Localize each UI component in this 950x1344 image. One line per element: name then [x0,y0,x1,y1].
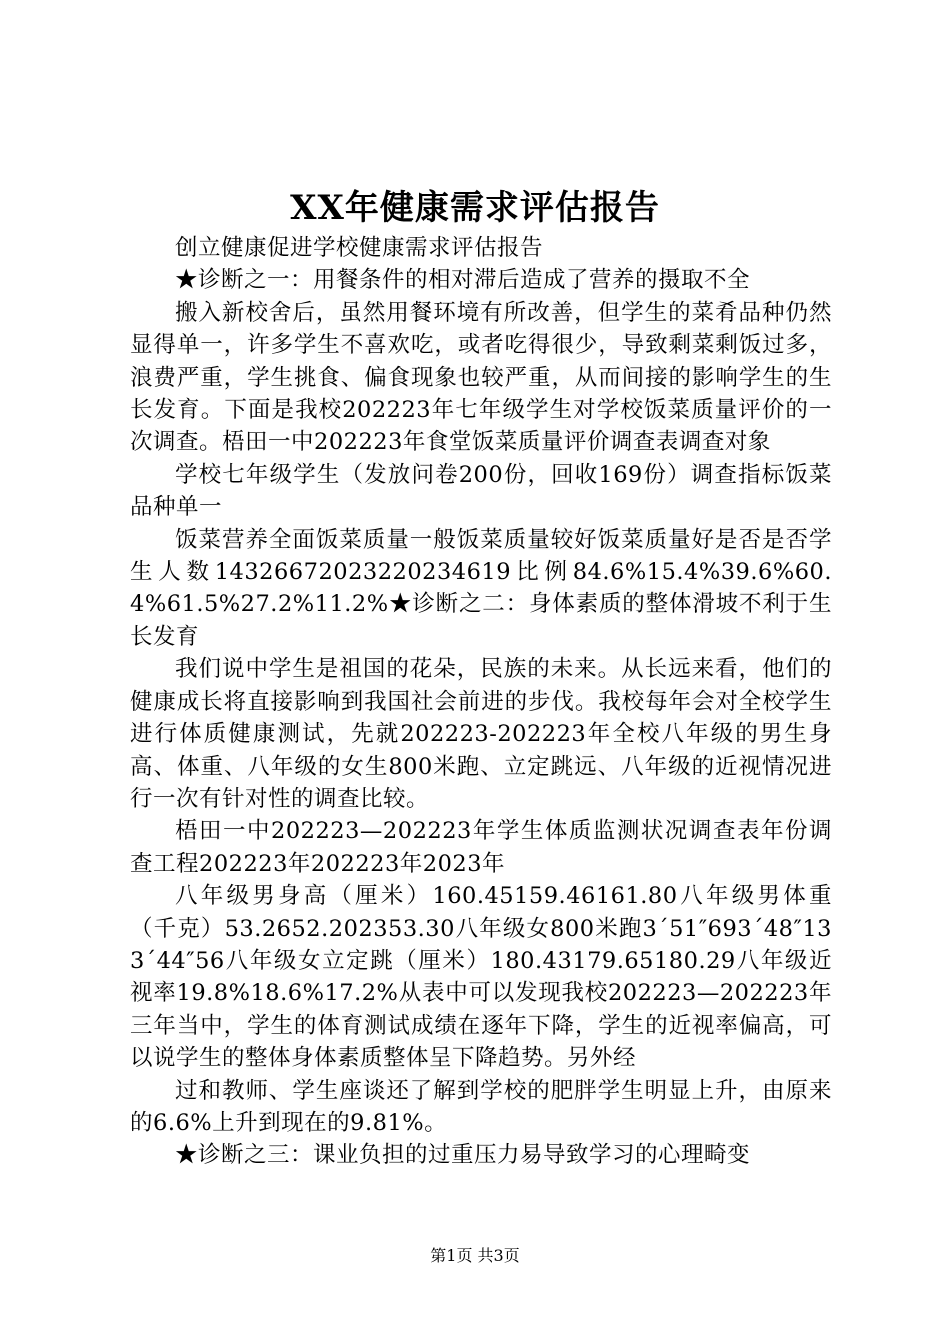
document-title: XX年健康需求评估报告 [290,188,660,228]
paragraph-survey-results: 饭菜营养全面饭菜质量一般饭菜质量较好饭菜质量好是否是否学生人数14326672023220234619比例84.6%15.4%39.6%60.4%61.5%27.2%11.2%★诊断之二：身体素质的整体滑坡不利于生长发育 [130,526,832,650]
paragraph-health-intro: 我们说中学生是祖国的花朵，民族的未来。从长远来看，他们的健康成长将直接影响到我国社会前进的步伐。我校每年会对全校学生进行体质健康测试，先就202223-202223年全校八年级的男生身高、体重、八年级的女生800米跑、立定跳远、八年级的近视情况进行一次有针对性的调查比较。 [130,656,832,812]
page-number: 第1页 共3页 [430,1246,520,1265]
document-body [130,232,832,1172]
paragraph-obesity: 过和教师、学生座谈还了解到学校的肥胖学生明显上升，由原来的6.6%上升到现在的9.81%。 [130,1077,832,1136]
paragraph-fitness-data: 八年级男身高（厘米）160.45159.46161.80八年级男体重（千克）53.2652.202353.30八年级女800米跑3´51″693´48″133´44″56八年级女立定跳（厘米）180.43179.65180.29八年级近视率19.8%18.6%17.2%从表中可以发现我校202223—202223年三年当中，学生的体育测试成绩在逐年下降，学生的近视率偏高，可以说学生的整体身体素质整体呈下降趋势。另外经 [130,883,832,1072]
paragraph-heading: 创立健康促进学校健康需求评估报告 [175,235,544,261]
paragraph-diagnosis-1: ★诊断之一：用餐条件的相对滞后造成了营养的摄取不全 [175,267,751,294]
paragraph-survey-target: 学校七年级学生（发放问卷200份，回收169份）调查指标饭菜品种单一 [130,461,832,521]
paragraph-diagnosis-3: ★诊断之三：课业负担的过重压力易导致学习的心理畸变 [175,1142,751,1169]
paragraph-dining: 搬入新校舍后，虽然用餐环境有所改善，但学生的菜肴品种仍然显得单一，许多学生不喜欢吃，或者吃得很少，导致剩菜剩饭过多，浪费严重，学生挑食、偏食现象也较严重，从而间接的影响学生的生长发育。下面是我校202223年七年级学生对学校饭菜质量评价的一次调查。梧田一中202223年食堂饭菜质量评价调查表调查对象 [130,299,832,456]
paragraph-fitness-table-title: 梧田一中202223—202223年学生体质监测状况调查表年份调查工程202223年202223年2023年 [130,818,832,877]
